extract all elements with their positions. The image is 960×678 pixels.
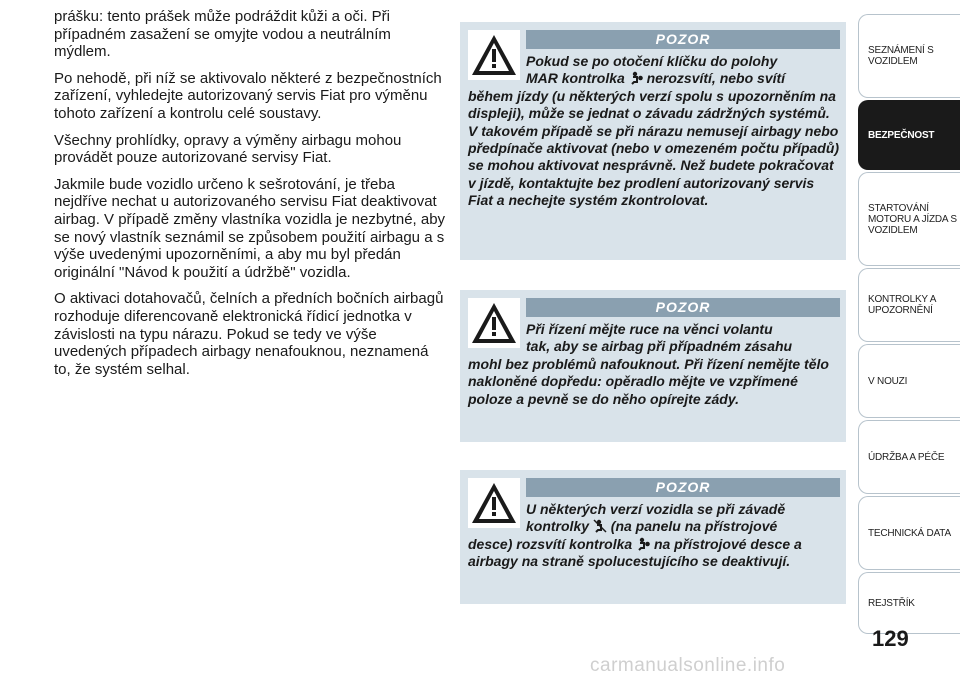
warning-title: POZOR xyxy=(526,478,840,497)
warning-box-passenger-airbag xyxy=(460,470,846,604)
passenger-airbag-off-icon xyxy=(593,519,607,533)
airbag-warning-icon xyxy=(629,71,643,85)
warning-text: U některých verzí vozidla se při závadě kontrolky (na panelu na přístrojové desce) rozsvítí kontrolka na přístrojové desce a airbagy na straně spolucestujícího se deaktivují. xyxy=(468,501,802,570)
paragraph: Po nehodě, při níž se aktivovalo některé z bezpečnostních zařízení, vyhledejte autorizovaný servis Fiat pro výměnu tohoto zařízení a kontrolu celé soustavy. xyxy=(54,69,442,122)
warning-triangle-icon xyxy=(468,478,520,528)
tab-v-nouzi[interactable]: V NOUZI xyxy=(858,344,960,418)
chapter-sidebar xyxy=(858,14,960,634)
tab-kontrolky-a-upozorneni[interactable]: KONTROLKY A UPOZORNĚNÍ xyxy=(858,268,960,342)
watermark: carmanualsonline.info xyxy=(590,655,786,676)
tab-bezpecnost[interactable]: BEZPEČNOST xyxy=(858,100,960,170)
warning-triangle-icon xyxy=(468,298,520,348)
warning-triangle-icon xyxy=(468,30,520,80)
paragraph: Jakmile bude vozidlo určeno k sešrotování, je třeba nejdříve nechat u autorizovaného servisu Fiat deaktivovat airbag. V případě změny vlastníka vozidla je nezbytné, aby se nový vlastník seznámil se způsobem použití airbagu a s výše uvedenými upozorněními, a aby mu byl předán originální "Návod k použití a údržbě" vozidla. xyxy=(54,175,446,281)
tab-seznameni-s-vozidlem[interactable]: SEZNÁMENÍ S VOZIDLEM xyxy=(858,14,960,98)
paragraph: O aktivaci dotahovačů, čelních a předních bočních airbagů rozhoduje diferencovaně elektronická řídicí jednotka v závislosti na typu nárazu. Pokud se tedy ve výše uvedených případech airbagy nenafouknou, neznamená to, že systém selhal. xyxy=(54,290,444,378)
warning-box-airbag-light xyxy=(460,22,846,260)
warning-title: POZOR xyxy=(526,298,840,317)
warning-title: POZOR xyxy=(526,30,840,49)
airbag-warning-icon xyxy=(636,537,650,551)
tab-startovani-motoru[interactable]: STARTOVÁNÍ MOTORU A JÍZDA S VOZIDLEM xyxy=(858,172,960,266)
paragraph: Všechny prohlídky, opravy a výměny airbagu mohou provádět pouze autorizované servisy Fiat. xyxy=(54,131,402,167)
warning-text: Pokud se po otočení klíčku do polohy MAR kontrolka nerozsvítí, nebo svítí během jízdy (u některých verzí spolu s upozorněním na displeji), může se jednat o závadu zádržných systémů. V takovém případě se při nárazu nemusejí airbagy nebo předpínače aktivovat (nebo v omezeném počtu případů) se mohou aktivovat nesprávně. Než budete pokračovat v jízdě, kontaktujte bez prodlení autorizovaný servis Fiat a nechejte systém zkontrolovat. xyxy=(468,53,840,209)
tab-technicka-data[interactable]: TECHNICKÁ DATA xyxy=(858,496,960,570)
main-text-column xyxy=(54,8,446,387)
warning-box-steering xyxy=(460,290,846,442)
page-number: 129 xyxy=(872,626,909,651)
tab-udrzba-a-pece[interactable]: ÚDRŽBA A PÉČE xyxy=(858,420,960,494)
paragraph: prášku: tento prášek může podráždit kůži a oči. Při případném zasažení se omyjte vodou a neutrálním mýdlem. xyxy=(54,8,391,61)
tab-rejstrik[interactable]: REJSTŘÍK xyxy=(858,572,960,634)
warning-text: Při řízení mějte ruce na věnci volantu tak, aby se airbag při případném zásahu mohl bez problémů nafouknout. Při řízení nemějte tělo nakloněné dopředu: opěradlo mějte ve vzpřímené poloze a pevně se do něho opírejte zády. xyxy=(468,321,829,407)
